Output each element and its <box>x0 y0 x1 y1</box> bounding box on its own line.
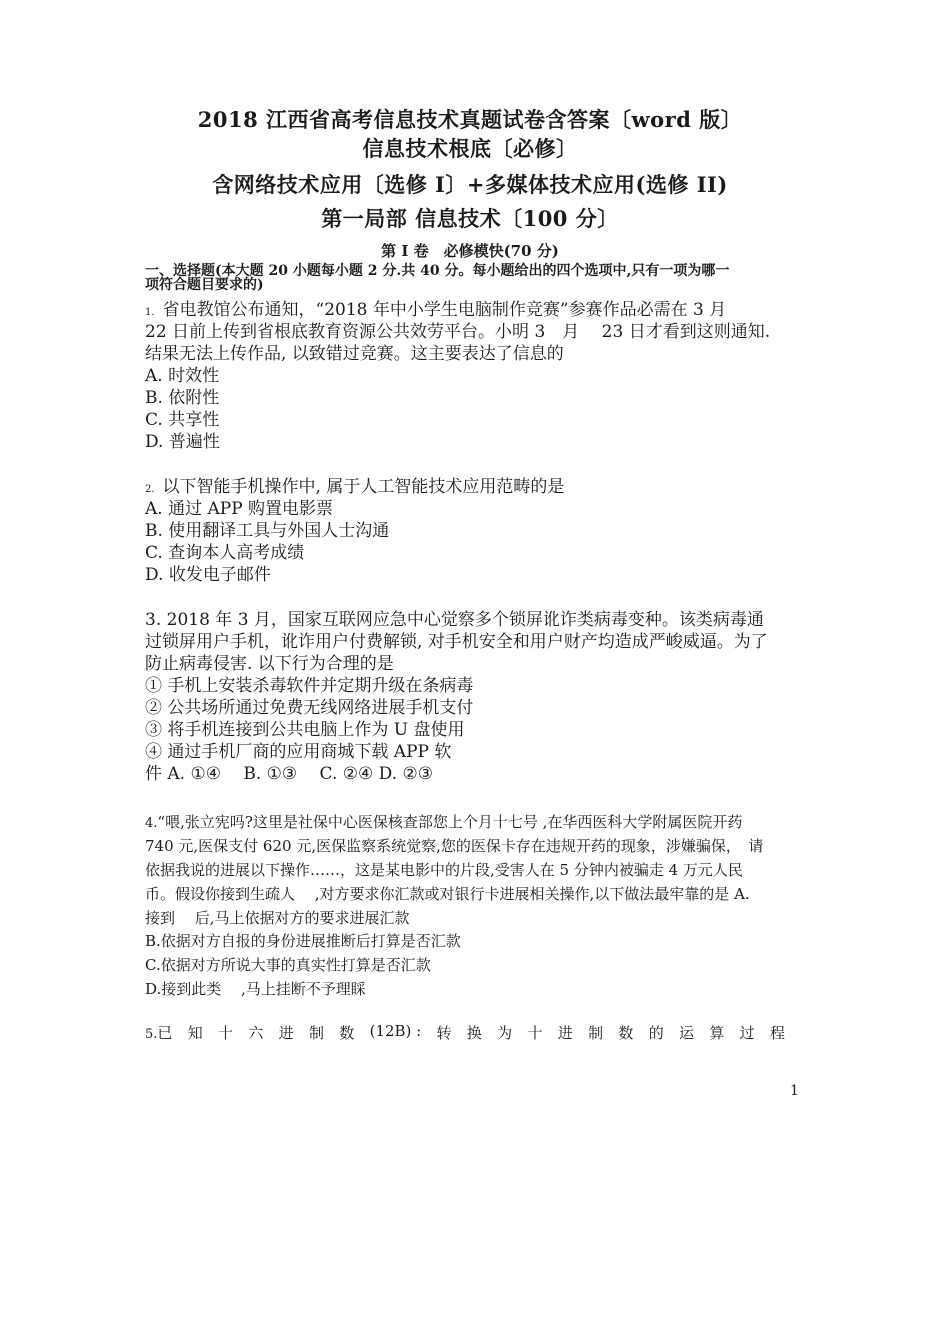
q5-part: (12B) : <box>369 1022 422 1040</box>
q3-item-2: ② 公共场所通过免费无线网络进展手机支付 <box>145 698 474 718</box>
q5-part: 制 <box>308 1024 324 1042</box>
q4-option-b: B.依据对方自报的身份进展推断后打算是否汇款 <box>145 932 461 950</box>
q3-item-4: ④ 通过手机厂商的应用商城下载 APP 软 <box>145 742 452 762</box>
q5-part-0: 5.已 <box>145 1024 173 1042</box>
document-title: 2018 江西省高考信息技术真题试卷含答案〔word 版〕 <box>197 107 743 132</box>
q2-option-c: C. 查询本人高考成绩 <box>145 543 305 563</box>
q2-option-a: A. 通过 APP 购置电影票 <box>145 499 334 519</box>
subtitle-electives: 含网络技术应用〔选修 I〕+多媒体技术应用(选修 II) <box>212 172 728 197</box>
q5-part: 进 <box>278 1024 294 1042</box>
q4-option-c: C.依据对方所说大事的真实性打算是否汇款 <box>145 956 431 974</box>
q4-line-4: 币。假设你接到生疏人 ,对方要求你汇款或对银行卡进展相关操作,以下做法最牢靠的是 A. <box>145 885 750 903</box>
q3-item-3: ③ 将手机连接到公共电脑上作为 U 盘使用 <box>145 720 465 740</box>
q1-line-1: 1. 省电教馆公布通知，“2018 年中小学生电脑制作竞赛”参赛作品必需在 3 月 <box>145 300 727 320</box>
q5-part: 换 <box>466 1024 482 1042</box>
q1-option-d: D. 普遍性 <box>145 432 220 452</box>
q5-part: 数 <box>618 1024 634 1042</box>
q5-number: 5. <box>145 1027 158 1042</box>
q5-part: 知 <box>187 1024 203 1042</box>
q5-part: 转 <box>436 1024 452 1042</box>
q4-option-a-cont: 接到 后,马上依据对方的要求进展汇款 <box>145 909 410 927</box>
q4-option-d: D.接到此类 ,马上挂断不予理睬 <box>145 980 366 998</box>
section-heading-line1: 一、选择题(本大题 20 小题每小题 2 分.共 40 分。每小题给出的四个选项中,只有一项为哪一 <box>145 263 730 279</box>
q5-part: 六 <box>248 1024 264 1042</box>
q2-option-b: B. 使用翻译工具与外国人士沟通 <box>145 521 390 541</box>
q5-part: 运 <box>679 1024 695 1042</box>
q5-part: 程 <box>769 1024 785 1042</box>
q2-number: 2. <box>145 484 155 495</box>
q5-part: 数 <box>339 1024 355 1042</box>
q4-line-2: 740 元,医保支付 620 元,医保监察系统觉察,您的医保卡存在违规开药的现象，涉嫌骗保， 请 <box>145 837 764 855</box>
section-heading-line2: 项符合题目要求的) <box>145 277 264 293</box>
q1-option-b: B. 依附性 <box>145 388 220 408</box>
q3-line-3: 防止病毒侵害. 以下行为合理的是 <box>145 654 394 674</box>
q1-line-2: 22 日前上传到省根底教育资源公共效劳平台。小明 3 月 23 日才看到这则通知. <box>145 322 771 342</box>
q5-line <box>145 1022 785 1043</box>
page-number: 1 <box>790 1083 799 1099</box>
q4-line-1: 4.“喂,张立宪吗?这里是社保中心医保核查部您上个月十七号 ,在华西医科大学附属医院开药 <box>145 813 743 831</box>
q4-line-3: 依据我说的进展以下操作……，这是某电影中的片段,受害人在 5 分钟内被骗走 4 万元人民 <box>145 861 743 879</box>
subtitle-basic: 信息技术根底〔必修〕 <box>362 136 578 161</box>
q5-part: 进 <box>557 1024 573 1042</box>
q2-stem: 2. 以下智能手机操作中, 属于人工智能技术应用范畴的是 <box>145 477 565 497</box>
q2-option-d: D. 收发电子邮件 <box>145 565 271 585</box>
q5-part: 十 <box>218 1024 234 1042</box>
q1-number: 1. <box>145 307 155 318</box>
part-one-title: 第一局部 信息技术〔100 分〕 <box>321 206 619 231</box>
q5-part: 算 <box>709 1024 725 1042</box>
q1-line-3: 结果无法上传作品, 以致错过竞赛。这主要表达了信息的 <box>145 344 564 364</box>
q3-line-2: 过锁屏用户手机，讹诈用户付费解锁, 对手机安全和用户财产均造成严峻威逼。为了 <box>145 632 768 652</box>
q1-option-c: C. 共享性 <box>145 410 220 430</box>
q3-line-1: 3. 2018 年 3 月，国家互联网应急中心觉察多个锁屏讹诈类病毒变种。该类病毒通 <box>145 610 764 630</box>
q5-part: 制 <box>588 1024 604 1042</box>
q5-part: 为 <box>497 1024 513 1042</box>
q1-option-a: A. 时效性 <box>145 366 220 386</box>
q5-part: 十 <box>527 1024 543 1042</box>
q3-item-1: ① 手机上安装杀毒软件并定期升级在条病毒 <box>145 676 474 696</box>
q5-part: 的 <box>648 1024 664 1042</box>
q4-number: 4. <box>145 816 158 831</box>
q3-options: 件 A. ①④ B. ①③ C. ②④ D. ②③ <box>145 764 433 784</box>
volume-heading: 第 I 卷 必修模快(70 分) <box>381 242 559 260</box>
q5-part: 过 <box>739 1024 755 1042</box>
